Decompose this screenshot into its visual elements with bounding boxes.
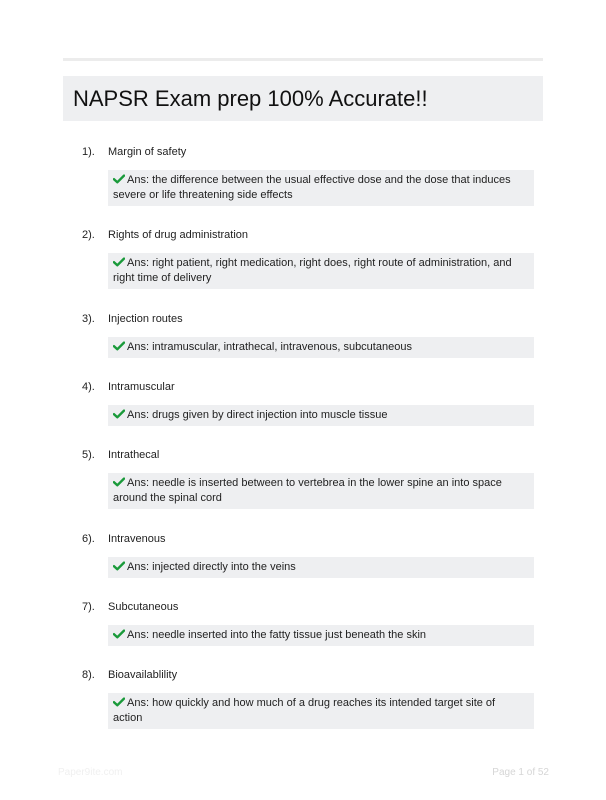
answer-text: how quickly and how much of a drug reaches its intended target site of action (113, 697, 496, 724)
page-number: Page 1 of 52 (492, 767, 549, 778)
question-text: Intramuscular (108, 381, 175, 393)
answer-box (108, 253, 534, 289)
question-text: Rights of drug administration (108, 229, 249, 241)
title-banner (63, 76, 543, 121)
answer-box (108, 170, 534, 206)
answer-text: intramuscular, intrathecal, intravenous, subcutaneous (152, 341, 412, 353)
question-number: 3). (82, 313, 95, 325)
question-number: 5). (82, 449, 95, 461)
answer-box (108, 337, 534, 358)
answer-box (108, 405, 534, 426)
checkmark-icon (113, 477, 125, 487)
page-title: NAPSR Exam prep 100% Accurate!! (73, 86, 428, 111)
answer-box (108, 473, 534, 509)
question-number: 2). (82, 229, 95, 241)
question-text: Bioavailablility (108, 669, 178, 681)
question-text: Injection routes (108, 313, 183, 325)
answer-box (108, 557, 534, 578)
answer-box (108, 625, 534, 646)
checkmark-icon (113, 409, 125, 419)
footer-source: Paper9ite.com (58, 767, 123, 778)
answer-text: right patient, right medication, right does, right route of administration, and right time of delivery (113, 257, 512, 284)
checkmark-icon (113, 629, 125, 639)
question-number: 8). (82, 669, 95, 681)
answer-text: drugs given by direct injection into muscle tissue (152, 409, 388, 421)
answer-text: injected directly into the veins (152, 561, 296, 573)
answer-text: needle is inserted between to vertebrea in the lower spine an into space around the spinal cord (113, 477, 502, 504)
question-number: 7). (82, 601, 95, 613)
answer-prefix: Ans: (127, 477, 150, 489)
question-number: 4). (82, 381, 95, 393)
answer-text: the difference between the usual effective dose and the dose that induces severe or life threatening side effects (113, 174, 511, 201)
checkmark-icon (113, 341, 125, 351)
checkmark-icon (113, 174, 125, 184)
answer-prefix: Ans: (127, 257, 150, 269)
answer-text: needle inserted into the fatty tissue just beneath the skin (152, 629, 427, 641)
answer-prefix: Ans: (127, 561, 150, 573)
checkmark-icon (113, 697, 125, 707)
question-number: 1). (82, 146, 95, 158)
answer-prefix: Ans: (127, 174, 150, 186)
question-text: Intravenous (108, 533, 166, 545)
top-divider (63, 58, 543, 61)
answer-prefix: Ans: (127, 341, 150, 353)
question-text: Margin of safety (108, 146, 187, 158)
question-number: 6). (82, 533, 95, 545)
answer-prefix: Ans: (127, 409, 150, 421)
answer-prefix: Ans: (127, 629, 150, 641)
answer-prefix: Ans: (127, 697, 150, 709)
checkmark-icon (113, 257, 125, 267)
answer-box (108, 693, 534, 729)
question-text: Subcutaneous (108, 601, 179, 613)
question-text: Intrathecal (108, 449, 160, 461)
checkmark-icon (113, 561, 125, 571)
